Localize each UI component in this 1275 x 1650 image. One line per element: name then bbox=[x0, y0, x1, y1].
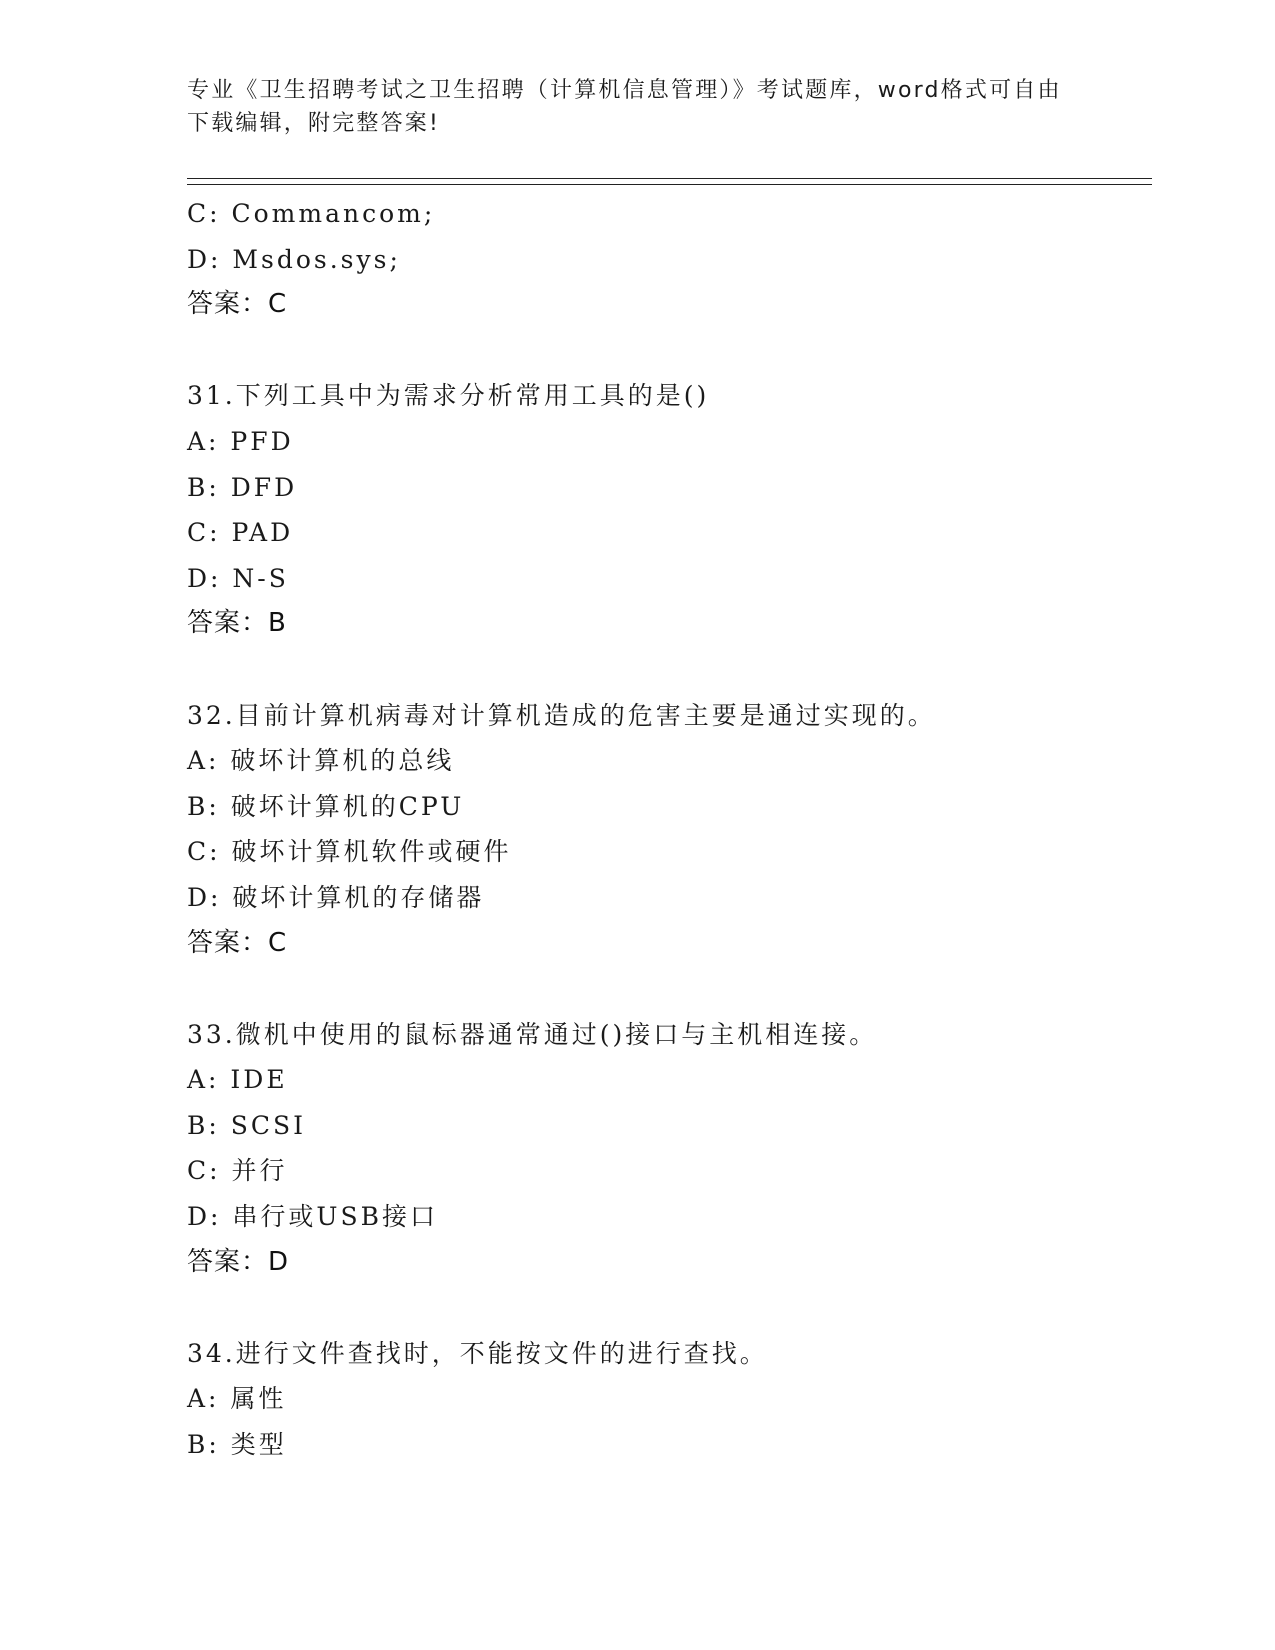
question-stem: 31.下列工具中为需求分析常用工具的是() bbox=[187, 381, 710, 411]
option-line: D: N-S bbox=[187, 563, 289, 593]
spacer bbox=[187, 966, 1152, 1012]
question-stem: 34.进行文件查找时，不能按文件的进行查找。 bbox=[187, 1338, 768, 1368]
option-line: C: 并行 bbox=[187, 1156, 288, 1186]
option-line: B: DFD bbox=[187, 472, 298, 502]
spacer bbox=[187, 647, 1152, 693]
question-content bbox=[187, 191, 1152, 1468]
option-line: C: PAD bbox=[187, 518, 294, 548]
answer-line: 答案：C bbox=[187, 927, 288, 958]
answer-line: 答案：B bbox=[187, 608, 287, 639]
header-divider-bottom bbox=[187, 184, 1152, 185]
answer-line: 答案：D bbox=[187, 1246, 290, 1277]
header-divider-top bbox=[187, 178, 1152, 179]
document-header: 专业《卫生招聘考试之卫生招聘（计算机信息管理）》考试题库，word格式可自由下载编辑，附完整答案! bbox=[187, 78, 1062, 136]
option-line: B: SCSI bbox=[187, 1110, 306, 1140]
option-line: C: 破坏计算机软件或硬件 bbox=[187, 837, 512, 867]
option-line: B: 破坏计算机的CPU bbox=[187, 791, 465, 821]
spacer bbox=[187, 1285, 1152, 1331]
spacer bbox=[187, 328, 1152, 374]
question-stem: 32.目前计算机病毒对计算机造成的危害主要是通过实现的。 bbox=[187, 700, 936, 730]
question-stem: 33.微机中使用的鼠标器通常通过()接口与主机相连接。 bbox=[187, 1019, 878, 1049]
option-line: D: 串行或USB接口 bbox=[187, 1202, 438, 1232]
answer-line: 答案：C bbox=[187, 289, 288, 320]
option-line: D: Msdos.sys; bbox=[187, 244, 401, 274]
option-line: C: Commancom; bbox=[187, 199, 436, 228]
option-line: A: 属性 bbox=[187, 1384, 287, 1414]
option-line: A: IDE bbox=[187, 1065, 288, 1095]
option-line: D: 破坏计算机的存储器 bbox=[187, 882, 485, 912]
option-line: B: 类型 bbox=[187, 1430, 287, 1460]
option-line: A: 破坏计算机的总线 bbox=[187, 746, 455, 776]
option-line: A: PFD bbox=[187, 426, 294, 456]
